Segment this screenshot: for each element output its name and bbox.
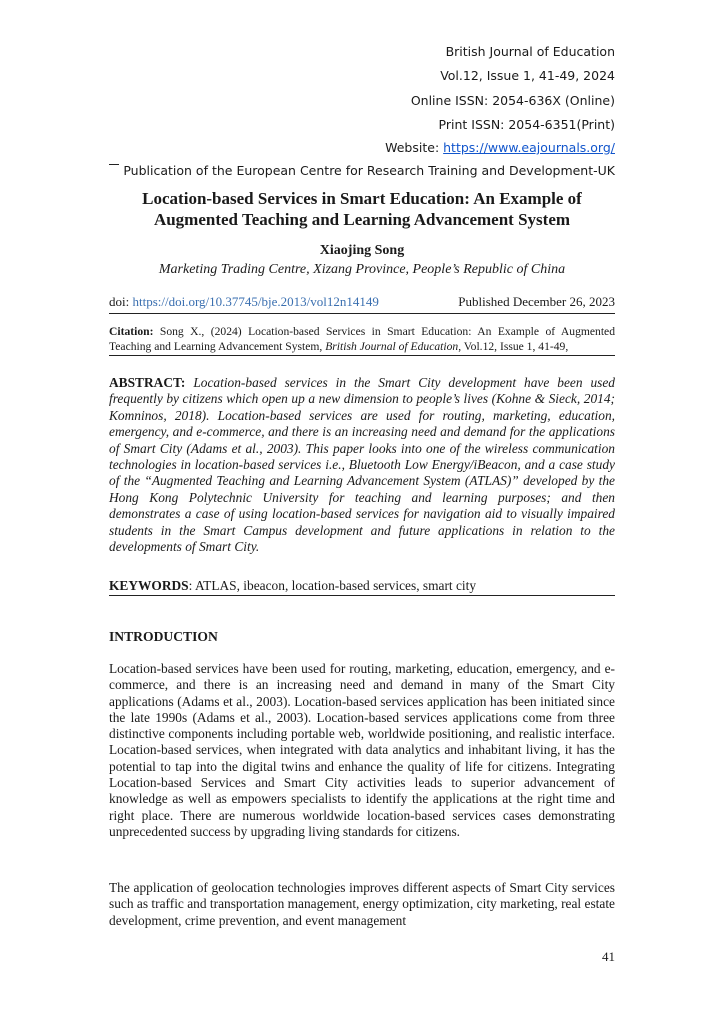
- abstract-text: Location-based services in the Smart City development have been used frequently by citizens which open up a new dimension to people’s lives (Kohne & Sieck, 2014; Komninos, 2018). Location-based services are used for routing, marketing, education, emergency, and e-commerce, and there is an increasing need and demand for the applications of Smart City (Adams et al., 2003). This paper looks into one of the wireless communication technologies in location-based services i.e., Bluetooth Low Energy/iBeacon, and a case study of the “Augmented Teaching and Learning Advancement System (ATLAS)” developed by the Hong Kong Polytechnic University for teaching and learning purposes; and then demonstrates a case of using location-based services for navigation aid to visually impaired students in the Smart Campus development and future applications in relation to the developments of Smart City.: [109, 375, 615, 555]
- citation-rule: [109, 355, 615, 356]
- keywords-label: KEYWORDS: [109, 578, 189, 593]
- author-name: Xiaojing Song: [319, 243, 405, 258]
- doi-label: doi:: [109, 294, 133, 309]
- intro-paragraph-2: The application of geolocation technologies improves different aspects of Smart City services such as traffic and transportation management, energy optimization, city marketing, real estate development, crime prevention, and event management: [109, 880, 615, 928]
- citation-text: Song X., (2024) Location-based Services in Smart Education: An Example of Augmented Teaching and Learning Advancement System,: [109, 325, 615, 353]
- publisher-line: Publication of the European Centre for Research Training and Development-UK: [119, 162, 615, 180]
- author-affiliation: Marketing Trading Centre, Xizang Province, People’s Republic of China: [158, 262, 566, 277]
- citation-journal: British Journal of Education: [325, 340, 459, 353]
- citation-block: [109, 324, 615, 354]
- citation-label: Citation:: [109, 325, 154, 338]
- online-issn: Online ISSN: 2054-636X (Online): [410, 93, 615, 108]
- title-line-2: Augmented Teaching and Learning Advancement System: [153, 210, 571, 229]
- abstract-block: [109, 375, 615, 555]
- doi-row: [109, 293, 615, 310]
- website-line: [385, 140, 615, 156]
- journal-name: British Journal of Education: [445, 44, 615, 59]
- website-label: Website:: [385, 140, 444, 155]
- published-date: Published December 26, 2023: [458, 294, 615, 309]
- keywords-rule: [109, 595, 615, 596]
- citation-text-end: , Vol.12, Issue 1, 41-49,: [458, 340, 569, 353]
- doi-link[interactable]: https://doi.org/10.37745/bje.2013/vol12n14149: [132, 294, 379, 309]
- keywords-block: [109, 577, 615, 594]
- article-title: [109, 188, 615, 230]
- page-number: 41: [602, 949, 615, 964]
- intro-paragraph-1: Location-based services have been used for routing, marketing, education, emergency, and e-commerce, and there is an increasing need and demand in many of the Smart City applications (Adams et al., 2003). Location-based services application has been initiated since the late 1990s (Adams et al., 2003). Location-based services applications come from three distinctive components including portable web, worldwide positioning, and realistic interface. Location-based services, when integrated with data analytics and inhabitant living, it has the potential to tap into the digital twins and enhance the quality of life for citizens. Integrating Location-based Services and Smart City activities leads to superior advancement of knowledge as well as empowers specialists to identify the applications at the right time and right place. There are numerous worldwide location-based services cases demonstrating unprecedented success by upgrading living standards for citizens.: [109, 661, 615, 839]
- abstract-label: ABSTRACT:: [109, 375, 186, 390]
- title-line-1: Location-based Services in Smart Education: An Example of: [142, 189, 582, 208]
- doi-rule: [109, 313, 615, 314]
- website-link[interactable]: https://www.eajournals.org/: [443, 140, 615, 155]
- journal-volume: Vol.12, Issue 1, 41-49, 2024: [440, 68, 615, 83]
- introduction-heading: INTRODUCTION: [109, 629, 218, 644]
- keywords-text: : ATLAS, ibeacon, location-based services, smart city: [188, 578, 477, 593]
- print-issn: Print ISSN: 2054-6351(Print): [438, 117, 615, 132]
